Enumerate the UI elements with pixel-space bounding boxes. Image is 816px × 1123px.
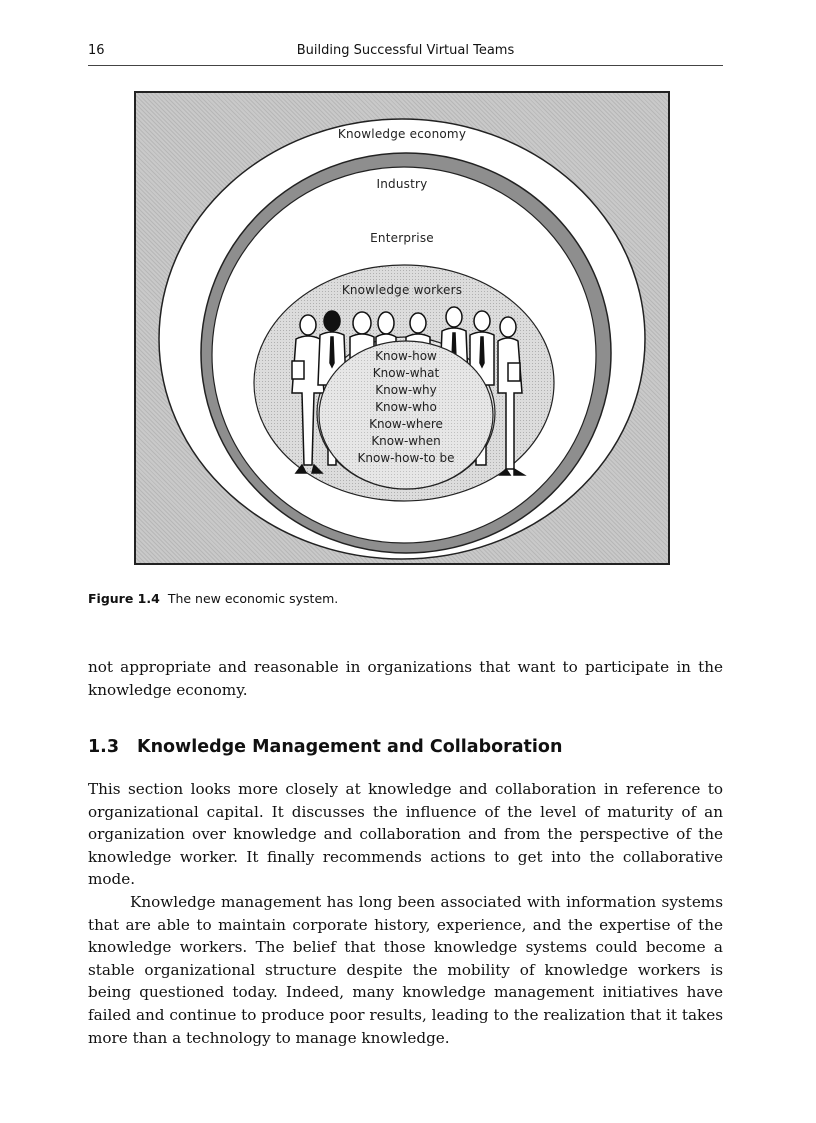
know-item: Know-how — [375, 349, 437, 363]
running-title: Building Successful Virtual Teams — [296, 43, 515, 58]
page-header — [88, 41, 723, 66]
know-item: Know-what — [372, 366, 440, 380]
nested-circles-diagram — [136, 93, 668, 563]
label-knowledge-economy: Knowledge economy — [337, 127, 467, 141]
label-enterprise: Enterprise — [370, 231, 434, 245]
section-heading — [88, 737, 562, 757]
know-item: Know-where — [369, 417, 443, 431]
know-list — [316, 348, 496, 467]
label-industry: Industry — [376, 177, 428, 191]
caption-text: The new economic system. — [167, 591, 339, 606]
page-number: 16 — [88, 43, 105, 58]
section-title: Knowledge Management and Collaboration — [137, 737, 563, 757]
know-item: Know-when — [371, 434, 441, 448]
paragraph: This section looks more closely at knowledge and collaboration in reference to organizational capital. It discusses the influence of the level of maturity of an organization over knowledge and collaboration and from the perspective of the knowledge worker. It finally recommends actions to get into the collaborative mode. — [88, 780, 723, 889]
figure-new-economic-system — [134, 91, 670, 565]
paragraph: not appropriate and reasonable in organizations that want to participate in the knowledge economy. — [88, 658, 723, 699]
know-item: Know-how-to be — [357, 451, 455, 465]
figure-caption — [88, 591, 338, 606]
know-item: Know-who — [375, 400, 437, 414]
label-knowledge-workers: Knowledge workers — [341, 283, 463, 297]
caption-number: Figure 1.4 — [88, 591, 160, 606]
section-number: 1.3 — [88, 737, 120, 757]
know-item: Know-why — [375, 383, 437, 397]
paragraph: Knowledge management has long been associated with information systems that are able to maintain corporate history, experience, and the expertise of the knowledge workers. The belief that those knowledge systems could become a stable organizational structure despite the mobility of knowledge workers is being questioned today. Indeed, many knowledge management initiatives have failed and continue to produce poor results, leading to the realization that it takes more than a technology to manage knowledge. — [88, 893, 723, 1047]
